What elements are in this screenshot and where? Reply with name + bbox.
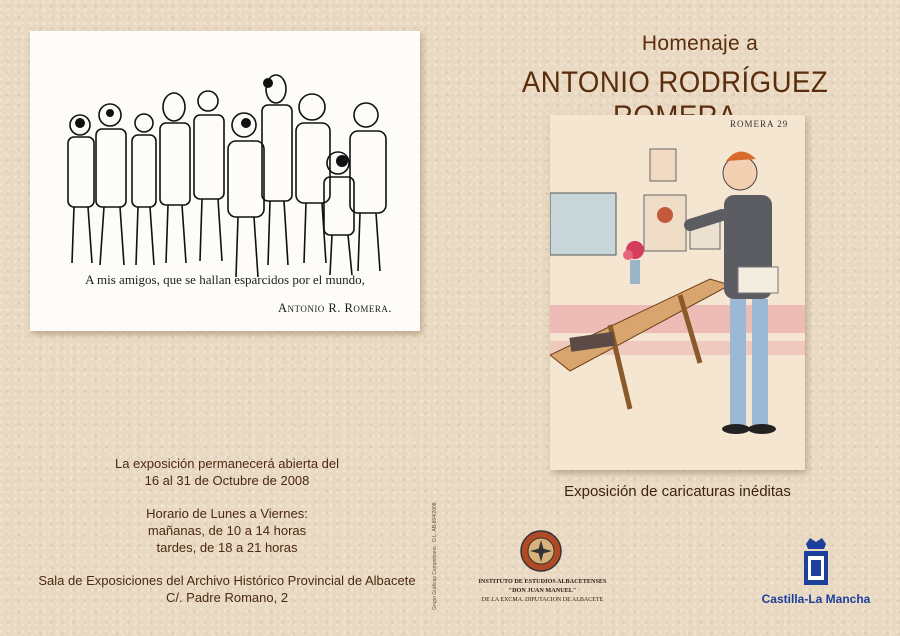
title-pretext: Homenaje a	[641, 32, 759, 55]
info-dates: 16 al 31 de Octubre de 2008	[144, 473, 310, 488]
institute-subname: "DON JUAN MANUEL"	[508, 587, 577, 594]
institute-affiliation: DE LA EXCMA. DIPUTACION DE ALBACETE	[481, 597, 604, 603]
painting-illustration	[550, 115, 805, 470]
printer-legal-note: Grupo Gráficas Campobiano · D.L. AB-804/2008	[432, 502, 438, 610]
info-venue: Sala de Exposiciones del Archivo Histórico Provincial de Albacete	[38, 573, 416, 588]
painting-self-portrait	[550, 115, 805, 470]
exhibit-caption: Exposición de caricaturas inéditas	[564, 483, 791, 500]
info-morning-hours: mañanas, de 10 a 14 horas	[147, 523, 307, 538]
info-opening-dates-intro: La exposición permanecerá abierta del	[114, 456, 340, 471]
title-honoree-name: ANTONIO RODRÍGUEZ	[521, 66, 829, 99]
institute-seal-icon	[520, 530, 562, 572]
castilla-la-mancha-crest-icon	[800, 536, 832, 590]
info-schedule-title: Horario de Lunes a Viernes:	[146, 506, 308, 521]
dedication-text: A mis amigos, que se hallan esparcidos por el mundo,	[85, 272, 365, 287]
dedication-card	[30, 31, 420, 331]
group-caricature-illustration	[50, 53, 400, 283]
institute-name: INSTITUTO DE ESTUDIOS ALBACETENSES	[478, 578, 607, 585]
info-afternoon-hours: tardes, de 18 a 21 horas	[156, 540, 298, 555]
dedication-signature: Antonio R. Romera.	[277, 301, 392, 315]
sponsor-name: Castilla-La Mancha	[761, 592, 871, 606]
info-address: C/. Padre Romano, 2	[165, 590, 289, 605]
painting-signature: ROMERA 29	[730, 119, 789, 129]
